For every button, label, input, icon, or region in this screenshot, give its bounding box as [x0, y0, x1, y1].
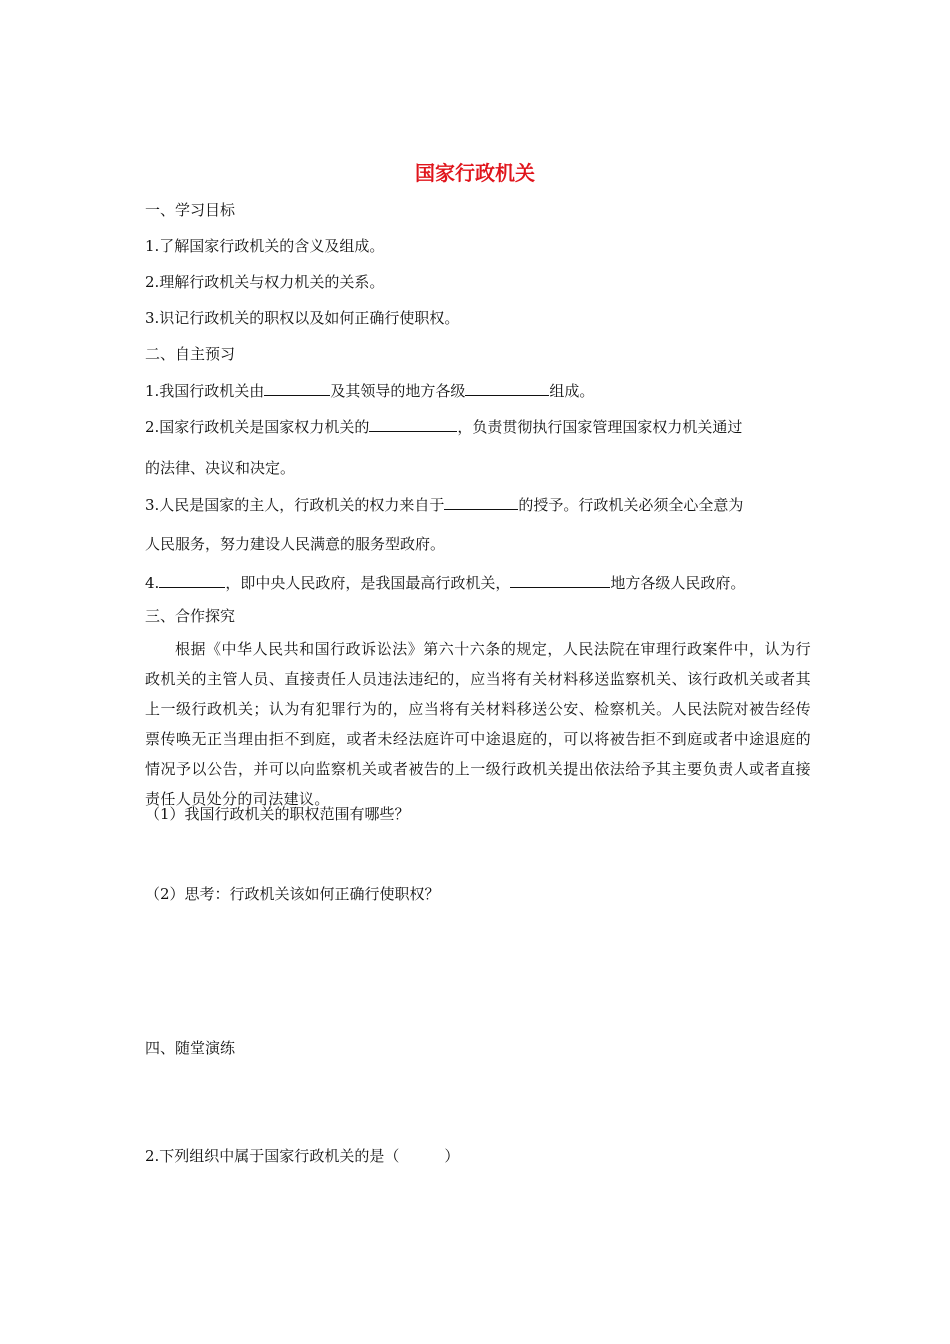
preview-question-4 [145, 572, 745, 593]
preview-q2-text-a: 2.国家行政机关是国家权力机关的 [145, 418, 370, 436]
explore-question-2: （2）思考：行政机关该如何正确行使职权？ [145, 885, 440, 903]
section-heading-explore: 三、合作探究 [145, 607, 236, 625]
preview-q1-text-b: 及其领导的地方各级 [330, 382, 466, 400]
answer-blank [444, 494, 518, 510]
preview-q4-text-b: ，即中央人民政府，是我国最高行政机关， [225, 574, 511, 592]
preview-question-3 [145, 494, 743, 515]
objective-item-3: 3.识记行政机关的职权以及如何正确行使职权。 [145, 309, 460, 327]
answer-blank [510, 572, 610, 588]
preview-q3-text-a: 3.人民是国家的主人，行政机关的权力来自于 [145, 496, 445, 514]
preview-question-2 [145, 416, 742, 437]
answer-blank [369, 416, 457, 432]
preview-q1-text-c: 组成。 [549, 382, 595, 400]
explore-paragraph: 根据《中华人民共和国行政诉讼法》第六十六条的规定，人民法院在审理行政案件中，认为行政机关的主管人员、直接责任人员违法违纪的，应当将有关材料移送监察机关、该行政机关或者其上一级行政机关；认为有犯罪行为的，应当将有关材料移送公安、检察机关。人民法院对被告经传票传唤无正当理由拒不到庭，或者未经法庭许可中途退庭的，可以将被告拒不到庭或者中途退庭的情况予以公告，并可以向监察机关或者被告的上一级行政机关提出依法给予其主要负责人或者直接责任人员处分的司法建议。 [145, 640, 811, 808]
preview-q4-text-c: 地方各级人民政府。 [610, 574, 746, 592]
section-heading-preview: 二、自主预习 [145, 345, 236, 363]
preview-q4-text-a: 4. [145, 574, 160, 592]
preview-q3-text-b: 的授予。行政机关必须全心全意为 [518, 496, 744, 514]
objective-item-2: 2.理解行政机关与权力机关的关系。 [145, 273, 385, 291]
preview-q2-text-b: ，负责贯彻执行国家管理国家权力机关通过 [457, 418, 743, 436]
explore-question-1: （1）我国行政机关的职权范围有哪些？ [145, 805, 410, 823]
section-heading-objectives: 一、学习目标 [145, 201, 236, 219]
preview-question-1 [145, 380, 594, 401]
practice-question-2: 2.下列组织中属于国家行政机关的是（ ） [145, 1147, 460, 1165]
preview-q1-text-a: 1.我国行政机关由 [145, 382, 265, 400]
section-heading-practice: 四、随堂演练 [145, 1039, 236, 1057]
answer-blank [264, 380, 330, 396]
preview-question-2-continued: 的法律、决议和决定。 [145, 459, 296, 477]
objective-item-1: 1.了解国家行政机关的含义及组成。 [145, 237, 385, 255]
answer-blank [159, 572, 225, 588]
preview-question-3-continued: 人民服务，努力建设人民满意的服务型政府。 [145, 535, 446, 553]
document-title: 国家行政机关 [415, 161, 535, 185]
answer-blank [465, 380, 549, 396]
